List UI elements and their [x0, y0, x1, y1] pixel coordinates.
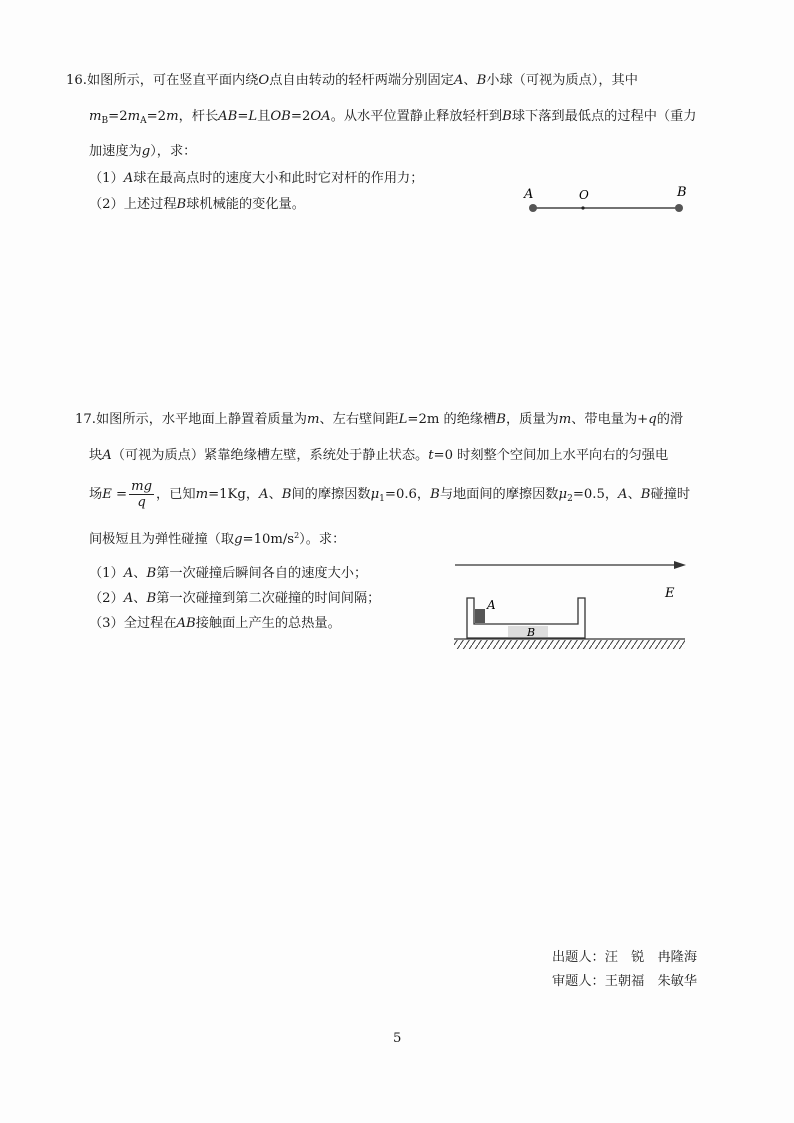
q17-line-2: 块A（可视为质点）紧靠绝缘槽左壁，系统处于静止状态。t=0 时刻整个空间加上水平向右的匀强电 — [89, 448, 669, 463]
q17-number: 17. — [75, 412, 96, 427]
e-field-fraction: $\frac{mg}{q}$ — [131, 479, 153, 510]
ground-hatching — [454, 640, 685, 649]
author-line: 出题人：汪 锐 冉隆海 — [552, 950, 698, 965]
field-arrow-head — [674, 561, 686, 569]
ball-b — [675, 204, 683, 212]
block-a-label: A — [487, 598, 496, 612]
trough-b-label: B — [527, 626, 536, 639]
reviewer-line: 审题人：王朝福 朱敏华 — [552, 974, 698, 989]
q16-part-1: （1）A球在最高点时的速度大小和此时它对杆的作用力； — [89, 171, 424, 186]
q17-line-4: 间极短且为弹性碰撞（取$g=10m/s^2$）。求： — [89, 531, 346, 547]
ball-a — [529, 204, 537, 212]
q17-part-2: （2）A、B第一次碰撞到第二次碰撞的时间间隔； — [89, 591, 381, 606]
q17-line-3: 场E = $\frac{mg}{q}$ ，已知m=1Kg，A、B间的摩擦因数$\mu_1=0.6$，B与地面间的摩擦因数$\mu_2=0.5$，A、B碰撞时 — [89, 479, 691, 510]
rod-label-a: A — [524, 187, 534, 202]
rod-label-o: O — [579, 188, 589, 202]
rod-diagram — [515, 178, 695, 218]
field-label-e: E — [665, 586, 675, 601]
q16-line-2: $m_B=2m_A=2m$，杆长AB=L且OB=2OA。从水平位置静止释放轻杆到B球下落到最低点的过程中（重力 — [89, 109, 697, 126]
q16-line-1: 16.如图所示，可在竖直平面内绕O点自由转动的轻杆两端分别固定A、B小球（可视为质点），其中 — [66, 73, 638, 88]
rod-label-b: B — [677, 185, 687, 200]
q17-part-3: （3）全过程在AB接触面上产生的总热量。 — [89, 616, 341, 631]
q17-line-1: 17.如图所示，水平地面上静置着质量为m、左右壁间距L=2m 的绝缘槽B，质量为m、带电量为+q的滑 — [75, 412, 684, 427]
block-a — [475, 609, 485, 623]
q16-part-2: （2）上述过程B球机械能的变化量。 — [89, 197, 305, 212]
q16-line-3: 加速度为g），求： — [89, 144, 197, 159]
pivot-o — [581, 206, 584, 209]
q17-part-1: （1）A、B第一次碰撞后瞬间各自的速度大小； — [89, 566, 368, 581]
trough-diagram — [448, 555, 694, 655]
page-number: 5 — [393, 1031, 402, 1046]
q16-number: 16. — [66, 73, 87, 88]
